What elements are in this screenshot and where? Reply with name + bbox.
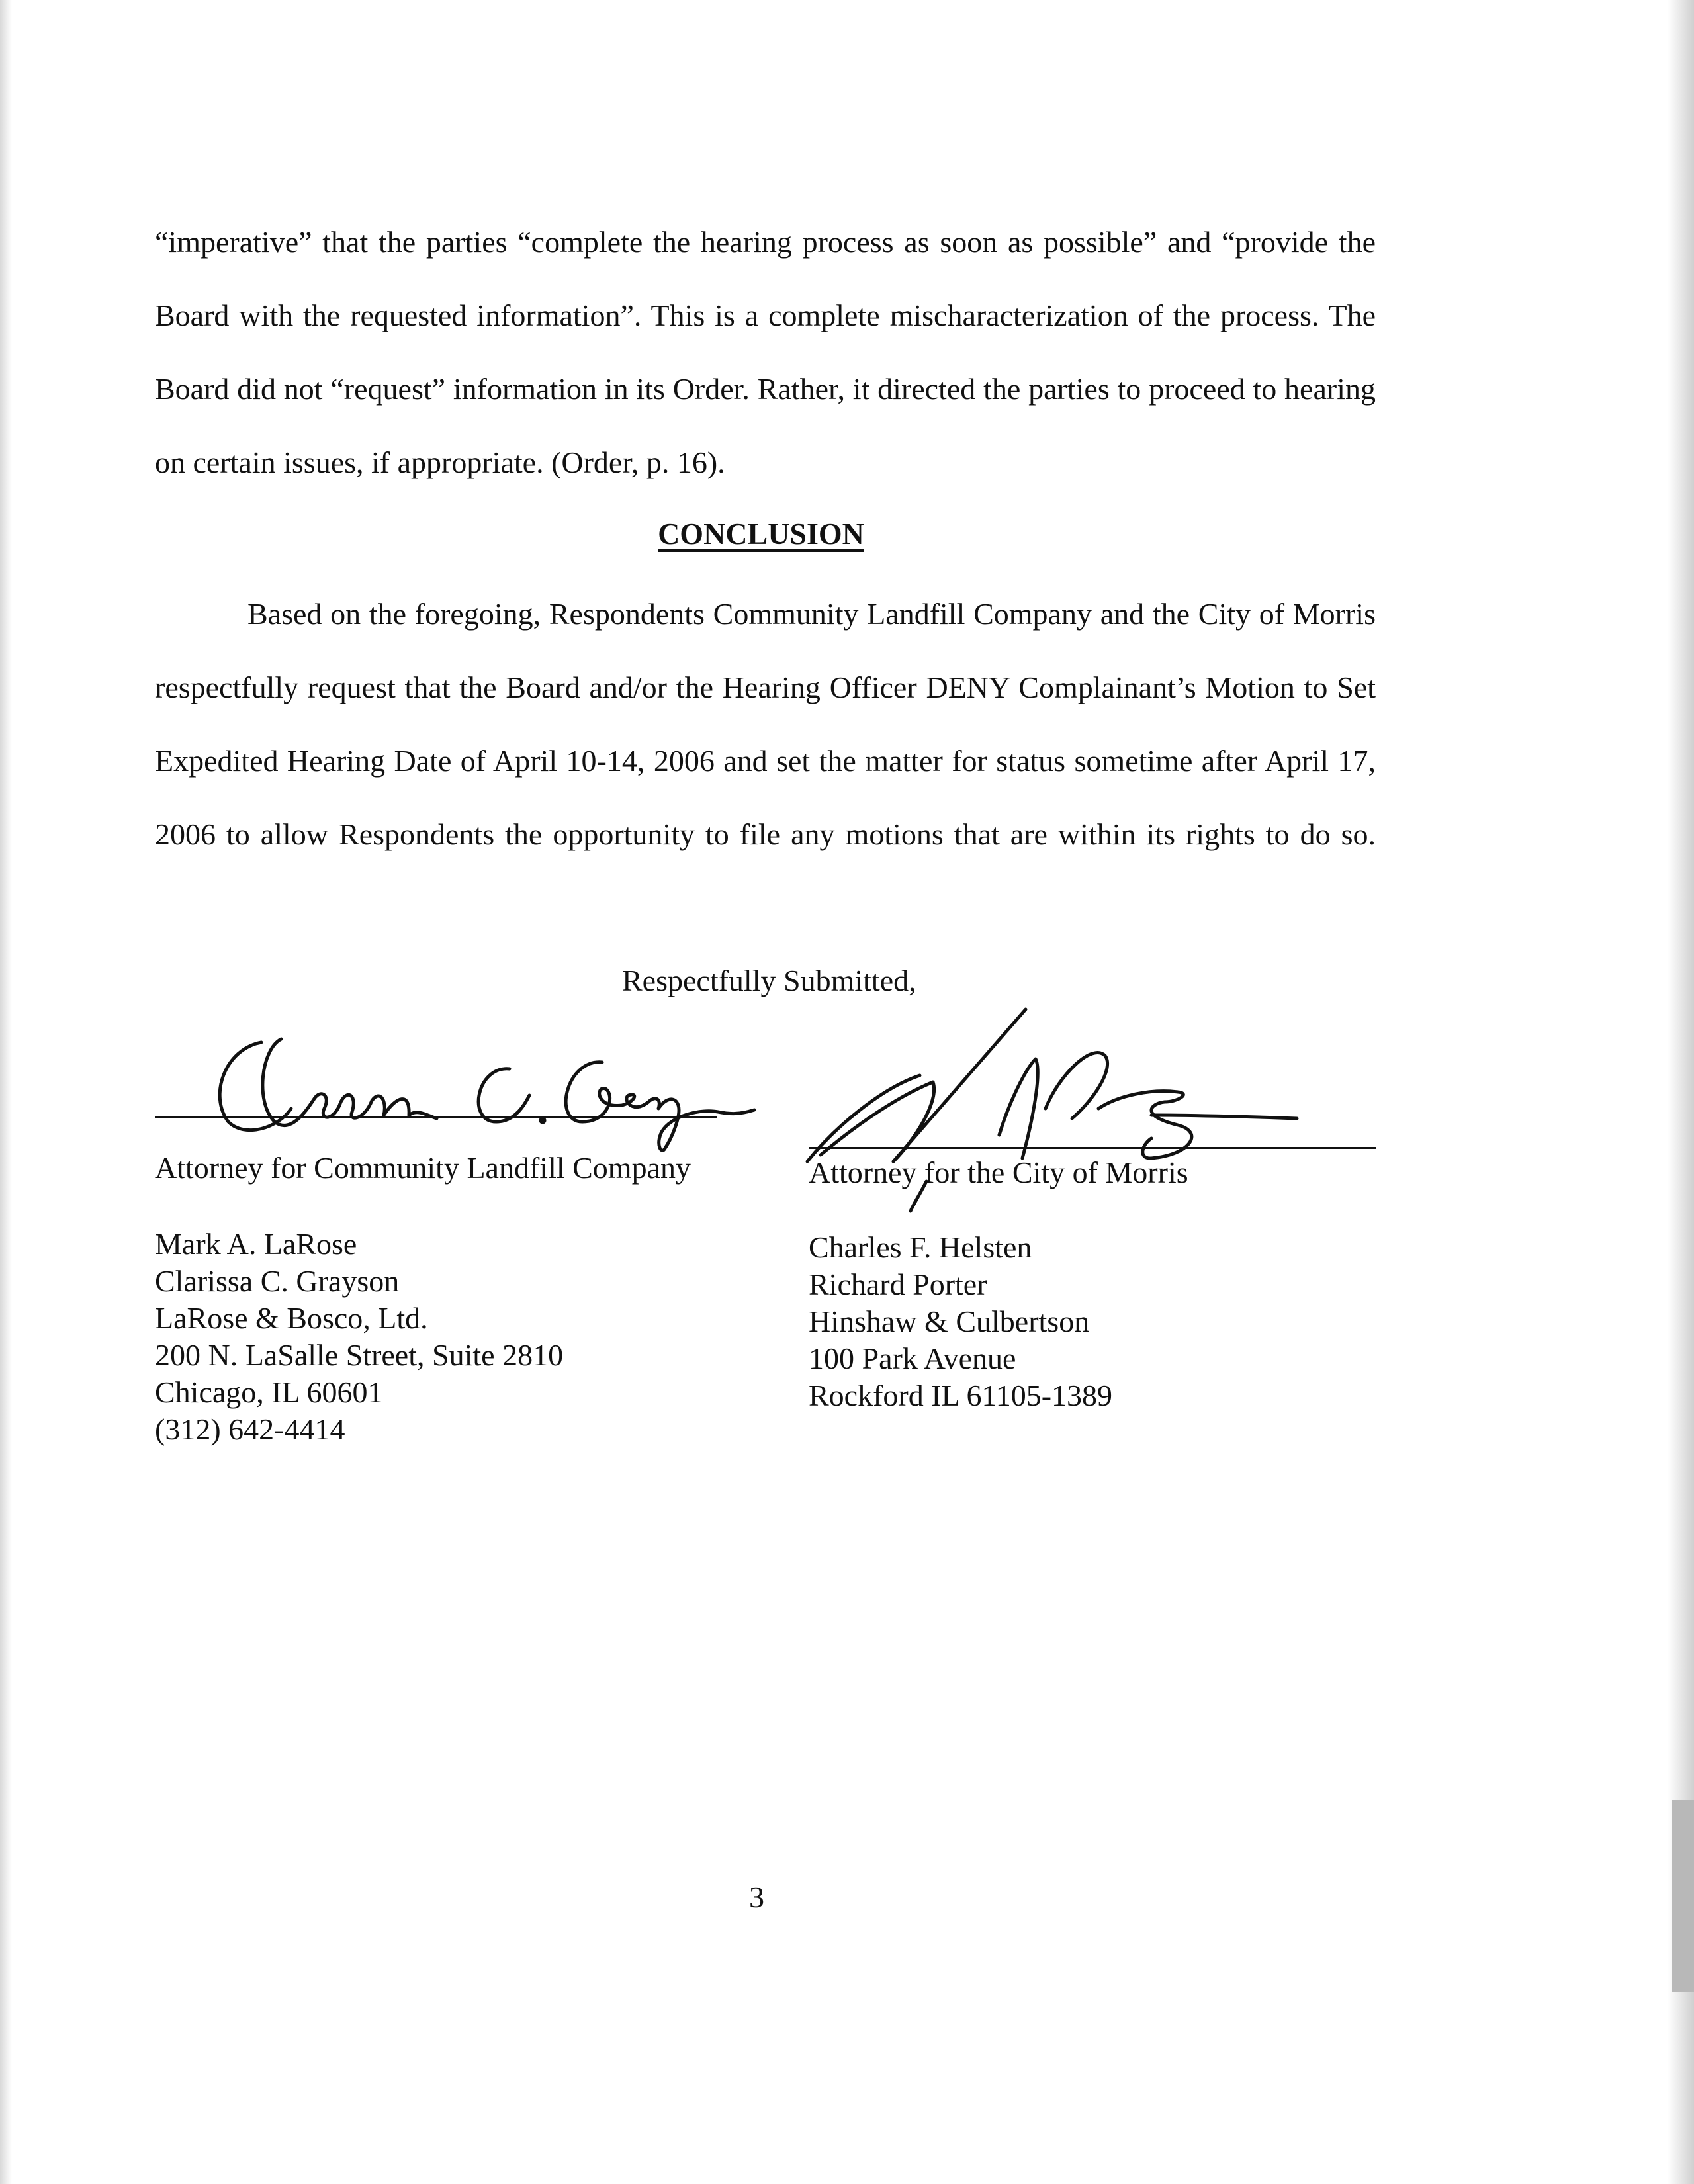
paragraph-line: Expedited Hearing Date of April 10-14, 2006 and set the matter for status sometime after April 17,: [155, 744, 1376, 778]
paragraph-line: respectfully request that the Board and/or the Hearing Officer DENY Complainant’s Motion to Set: [155, 670, 1376, 704]
signature-left-image: [199, 1023, 781, 1155]
signature-line-left: [155, 1116, 717, 1118]
address-line: Richard Porter: [809, 1267, 987, 1301]
address-line: Clarissa C. Grayson: [155, 1264, 400, 1298]
paragraph-line: Based on the foregoing, Respondents Community Landfill Company and the City of Morris: [247, 597, 1376, 631]
address-block-right: [809, 1229, 1112, 1414]
address-line: Chicago, IL 60601: [155, 1375, 383, 1409]
paragraph-line: on certain issues, if appropriate. (Order, p. 16).: [155, 445, 725, 479]
page-number: 3: [749, 1880, 764, 1914]
signature-line-right: [809, 1147, 1376, 1149]
signature-caption-left: Attorney for Community Landfill Company: [155, 1151, 691, 1185]
address-line: Hinshaw & Culbertson: [809, 1304, 1090, 1338]
address-line: Mark A. LaRose: [155, 1227, 357, 1261]
conclusion-paragraph: [155, 577, 1376, 871]
scan-edge-left: [0, 0, 12, 2184]
paragraph-line: Board with the requested information”. This is a complete mischaracterization of the process. The: [155, 298, 1376, 332]
address-line: LaRose & Bosco, Ltd.: [155, 1301, 428, 1335]
closing-salutation: Respectfully Submitted,: [622, 964, 916, 997]
paragraph-continuation: [155, 205, 1376, 499]
paragraph-line: 2006 to allow Respondents the opportunity to file any motions that are within its rights to do so.: [155, 817, 1376, 851]
address-line: (312) 642-4414: [155, 1412, 345, 1446]
paragraph-line: Board did not “request” information in its Order. Rather, it directed the parties to proceed to hearing: [155, 372, 1376, 406]
address-line: Rockford IL 61105-1389: [809, 1379, 1113, 1412]
scan-edge-shadow: [1672, 1800, 1694, 1992]
address-line: 200 N. LaSalle Street, Suite 2810: [155, 1338, 564, 1372]
section-heading: CONCLUSION: [658, 517, 864, 551]
paragraph-line: “imperative” that the parties “complete the hearing process as soon as possible” and “provide the: [155, 225, 1376, 259]
address-line: 100 Park Avenue: [809, 1342, 1016, 1375]
signature-caption-right: Attorney for the City of Morris: [809, 1156, 1188, 1189]
address-block-left: [155, 1226, 563, 1448]
address-line: Charles F. Helsten: [809, 1230, 1032, 1264]
